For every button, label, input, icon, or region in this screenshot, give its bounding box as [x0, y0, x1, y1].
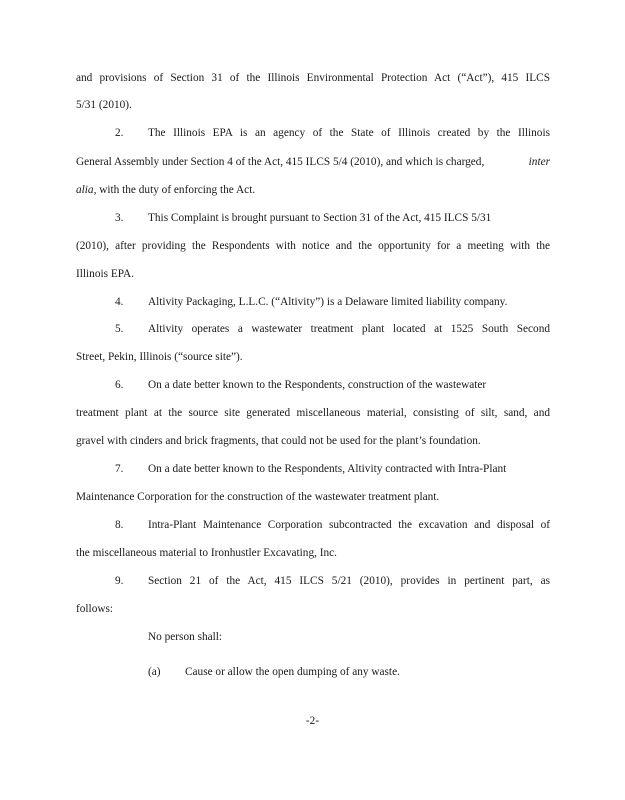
quote-item-label: (a) [148, 666, 161, 678]
paragraph-1-line-1: and provisions of Section 31 of the Illinois Environmental Protection Act (“Act”), 415 ILCS [76, 72, 550, 84]
paragraph-3-line-3: Illinois EPA. [76, 268, 134, 280]
quote-item-text: Cause or allow the open dumping of any waste. [185, 666, 400, 678]
paragraph-2-line-3 [76, 183, 255, 197]
paragraph-2-number: 2. [115, 127, 124, 139]
paragraph-5-number: 5. [115, 323, 124, 335]
quote-intro: No person shall: [148, 631, 223, 643]
paragraph-3-number: 3. [115, 212, 124, 224]
paragraph-8-line-1: Intra-Plant Maintenance Corporation subcontracted the excavation and disposal of [148, 519, 550, 531]
paragraph-5-line-1: Altivity operates a wastewater treatment plant located at 1525 South Second [148, 323, 550, 335]
paragraph-7-line-2: Maintenance Corporation for the construction of the wastewater treatment plant. [76, 491, 440, 503]
paragraph-2-line-2 [76, 155, 550, 169]
paragraph-8-number: 8. [115, 519, 124, 531]
paragraph-6-number: 6. [115, 379, 124, 391]
paragraph-3-line-1: This Complaint is brought pursuant to Section 31 of the Act, 415 ILCS 5/31 [148, 212, 492, 224]
paragraph-4-line-1: Altivity Packaging, L.L.C. (“Altivity”) is a Delaware limited liability company. [148, 296, 508, 308]
paragraph-3-line-2: (2010), after providing the Respondents with notice and the opportunity for a meeting with the [76, 240, 550, 252]
paragraph-1-line-2: 5/31 (2010). [76, 99, 132, 111]
paragraph-9-number: 9. [115, 575, 124, 587]
page-number: -2- [305, 715, 320, 727]
paragraph-2-line-2-text: General Assembly under Section 4 of the Act, 415 ILCS 5/4 (2010), and which is charged, [76, 156, 485, 168]
paragraph-9-line-1: Section 21 of the Act, 415 ILCS 5/21 (2010), provides in pertinent part, as [148, 575, 550, 587]
paragraph-6-line-1: On a date better known to the Respondents, construction of the wastewater [148, 379, 487, 391]
inter-italic: inter [528, 156, 550, 168]
paragraph-7-line-1: On a date better known to the Respondents, Altivity contracted with Intra-Plant [148, 463, 507, 475]
paragraph-5-line-2: Street, Pekin, Illinois (“source site”). [76, 351, 243, 363]
paragraph-8-line-2: the miscellaneous material to Ironhustler Excavating, Inc. [76, 547, 337, 559]
paragraph-6-line-2: treatment plant at the source site generated miscellaneous material, consisting of silt, sand, and [76, 407, 550, 419]
paragraph-2-line-1: The Illinois EPA is an agency of the State of Illinois created by the Illinois [148, 127, 550, 139]
paragraph-4-number: 4. [115, 296, 124, 308]
paragraph-2-line-3-text: with the duty of enforcing the Act. [99, 184, 256, 196]
alia-italic: alia, [76, 184, 97, 196]
paragraph-7-number: 7. [115, 463, 124, 475]
paragraph-9-line-2: follows: [76, 603, 114, 615]
paragraph-6-line-3: gravel with cinders and brick fragments, that could not be used for the plant’s foundation. [76, 435, 481, 447]
